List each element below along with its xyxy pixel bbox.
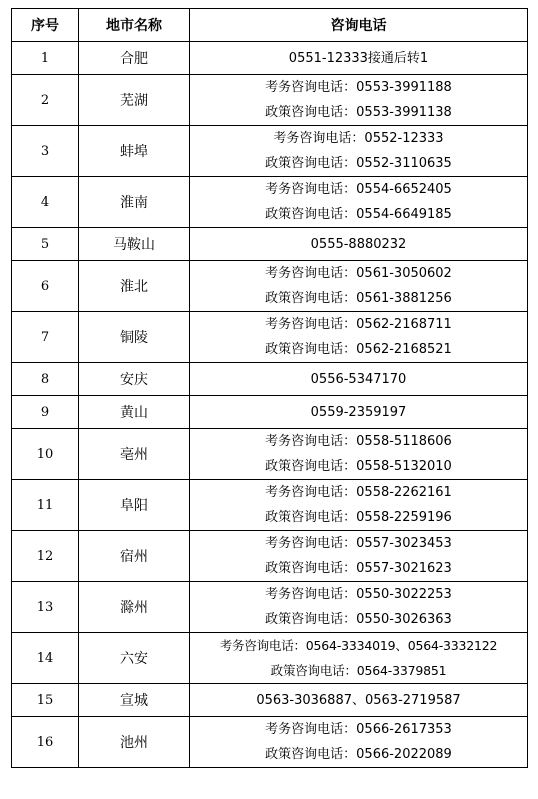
table-row (12, 396, 528, 429)
header-no: 序号 (12, 9, 79, 42)
city-name: 亳州 (79, 429, 190, 480)
phone-line: 考务咨询电话：0554-6652405 (265, 182, 452, 197)
phone-cell (190, 42, 528, 75)
phone-line: 政策咨询电话：0561-3881256 (265, 291, 452, 306)
row-number: 9 (12, 396, 79, 429)
phone-line: 政策咨询电话：0558-5132010 (265, 459, 452, 474)
phone-line: 0556-5347170 (310, 371, 407, 387)
row-number: 7 (12, 312, 79, 363)
phone-cell (190, 312, 528, 363)
phone-cell (190, 75, 528, 126)
phone-line: 考务咨询电话：0564-3334019、0564-3332122 (219, 638, 498, 653)
phone-cell (190, 363, 528, 396)
phone-line: 政策咨询电话：0554-6649185 (265, 207, 452, 222)
row-number: 10 (12, 429, 79, 480)
row-number: 4 (12, 177, 79, 228)
table-row (12, 633, 528, 684)
city-name: 淮北 (79, 261, 190, 312)
city-name: 宿州 (79, 531, 190, 582)
phone-cell (190, 177, 528, 228)
phone-line: 政策咨询电话：0564-3379851 (270, 663, 447, 678)
phone-line: 政策咨询电话：0557-3021623 (265, 561, 452, 576)
row-number: 5 (12, 228, 79, 261)
row-number: 6 (12, 261, 79, 312)
phone-cell (190, 531, 528, 582)
table-row (12, 42, 528, 75)
phone-line: 政策咨询电话：0553-3991138 (265, 105, 452, 120)
table-row (12, 261, 528, 312)
table-row (12, 126, 528, 177)
header-city: 地市名称 (79, 9, 190, 42)
city-name: 宣城 (79, 684, 190, 717)
header-row (12, 9, 528, 42)
phone-line: 考务咨询电话：0552-12333 (273, 131, 444, 146)
header-phone: 咨询电话 (190, 9, 528, 42)
phone-cell (190, 228, 528, 261)
row-number: 12 (12, 531, 79, 582)
table-row (12, 363, 528, 396)
phone-line: 考务咨询电话：0558-2262161 (265, 485, 452, 500)
row-number: 14 (12, 633, 79, 684)
row-number: 8 (12, 363, 79, 396)
city-name: 铜陵 (79, 312, 190, 363)
phone-line: 政策咨询电话：0550-3026363 (265, 612, 452, 627)
city-name: 蚌埠 (79, 126, 190, 177)
phone-cell (190, 684, 528, 717)
phone-line: 政策咨询电话：0552-3110635 (265, 156, 452, 171)
row-number: 15 (12, 684, 79, 717)
phone-line: 政策咨询电话：0566-2022089 (265, 747, 452, 762)
phone-line: 0559-2359197 (310, 404, 407, 420)
table-row (12, 312, 528, 363)
row-number: 11 (12, 480, 79, 531)
table-row (12, 717, 528, 768)
table-body (12, 42, 528, 768)
table-row (12, 75, 528, 126)
phone-cell (190, 126, 528, 177)
city-name: 淮南 (79, 177, 190, 228)
city-name: 黄山 (79, 396, 190, 429)
row-number: 13 (12, 582, 79, 633)
phone-line: 0551-12333接通后转1 (288, 50, 429, 66)
table-row (12, 429, 528, 480)
table-row (12, 177, 528, 228)
phone-cell (190, 480, 528, 531)
city-name: 安庆 (79, 363, 190, 396)
row-number: 3 (12, 126, 79, 177)
phone-line: 考务咨询电话：0553-3991188 (265, 80, 452, 95)
table-row (12, 531, 528, 582)
phone-line: 考务咨询电话：0558-5118606 (265, 434, 452, 449)
table-header (12, 9, 528, 42)
table-row (12, 228, 528, 261)
phone-line: 考务咨询电话：0566-2617353 (265, 722, 452, 737)
city-name: 六安 (79, 633, 190, 684)
phone-cell (190, 261, 528, 312)
city-name: 马鞍山 (79, 228, 190, 261)
row-number: 16 (12, 717, 79, 768)
phone-line: 政策咨询电话：0562-2168521 (265, 342, 452, 357)
phone-line: 考务咨询电话：0557-3023453 (265, 536, 452, 551)
contact-table (11, 8, 528, 768)
city-name: 阜阳 (79, 480, 190, 531)
phone-line: 考务咨询电话：0562-2168711 (265, 317, 452, 332)
phone-cell (190, 633, 528, 684)
table-row (12, 684, 528, 717)
city-name: 合肥 (79, 42, 190, 75)
phone-line: 0555-8880232 (310, 236, 407, 252)
phone-line: 考务咨询电话：0550-3022253 (265, 587, 452, 602)
row-number: 1 (12, 42, 79, 75)
phone-cell (190, 396, 528, 429)
phone-cell (190, 429, 528, 480)
city-name: 滁州 (79, 582, 190, 633)
city-name: 池州 (79, 717, 190, 768)
row-number: 2 (12, 75, 79, 126)
table-row (12, 582, 528, 633)
phone-line: 0563-3036887、0563-2719587 (256, 692, 461, 708)
phone-line: 政策咨询电话：0558-2259196 (265, 510, 452, 525)
phone-cell (190, 582, 528, 633)
table-row (12, 480, 528, 531)
phone-cell (190, 717, 528, 768)
city-name: 芜湖 (79, 75, 190, 126)
phone-line: 考务咨询电话：0561-3050602 (265, 266, 452, 281)
